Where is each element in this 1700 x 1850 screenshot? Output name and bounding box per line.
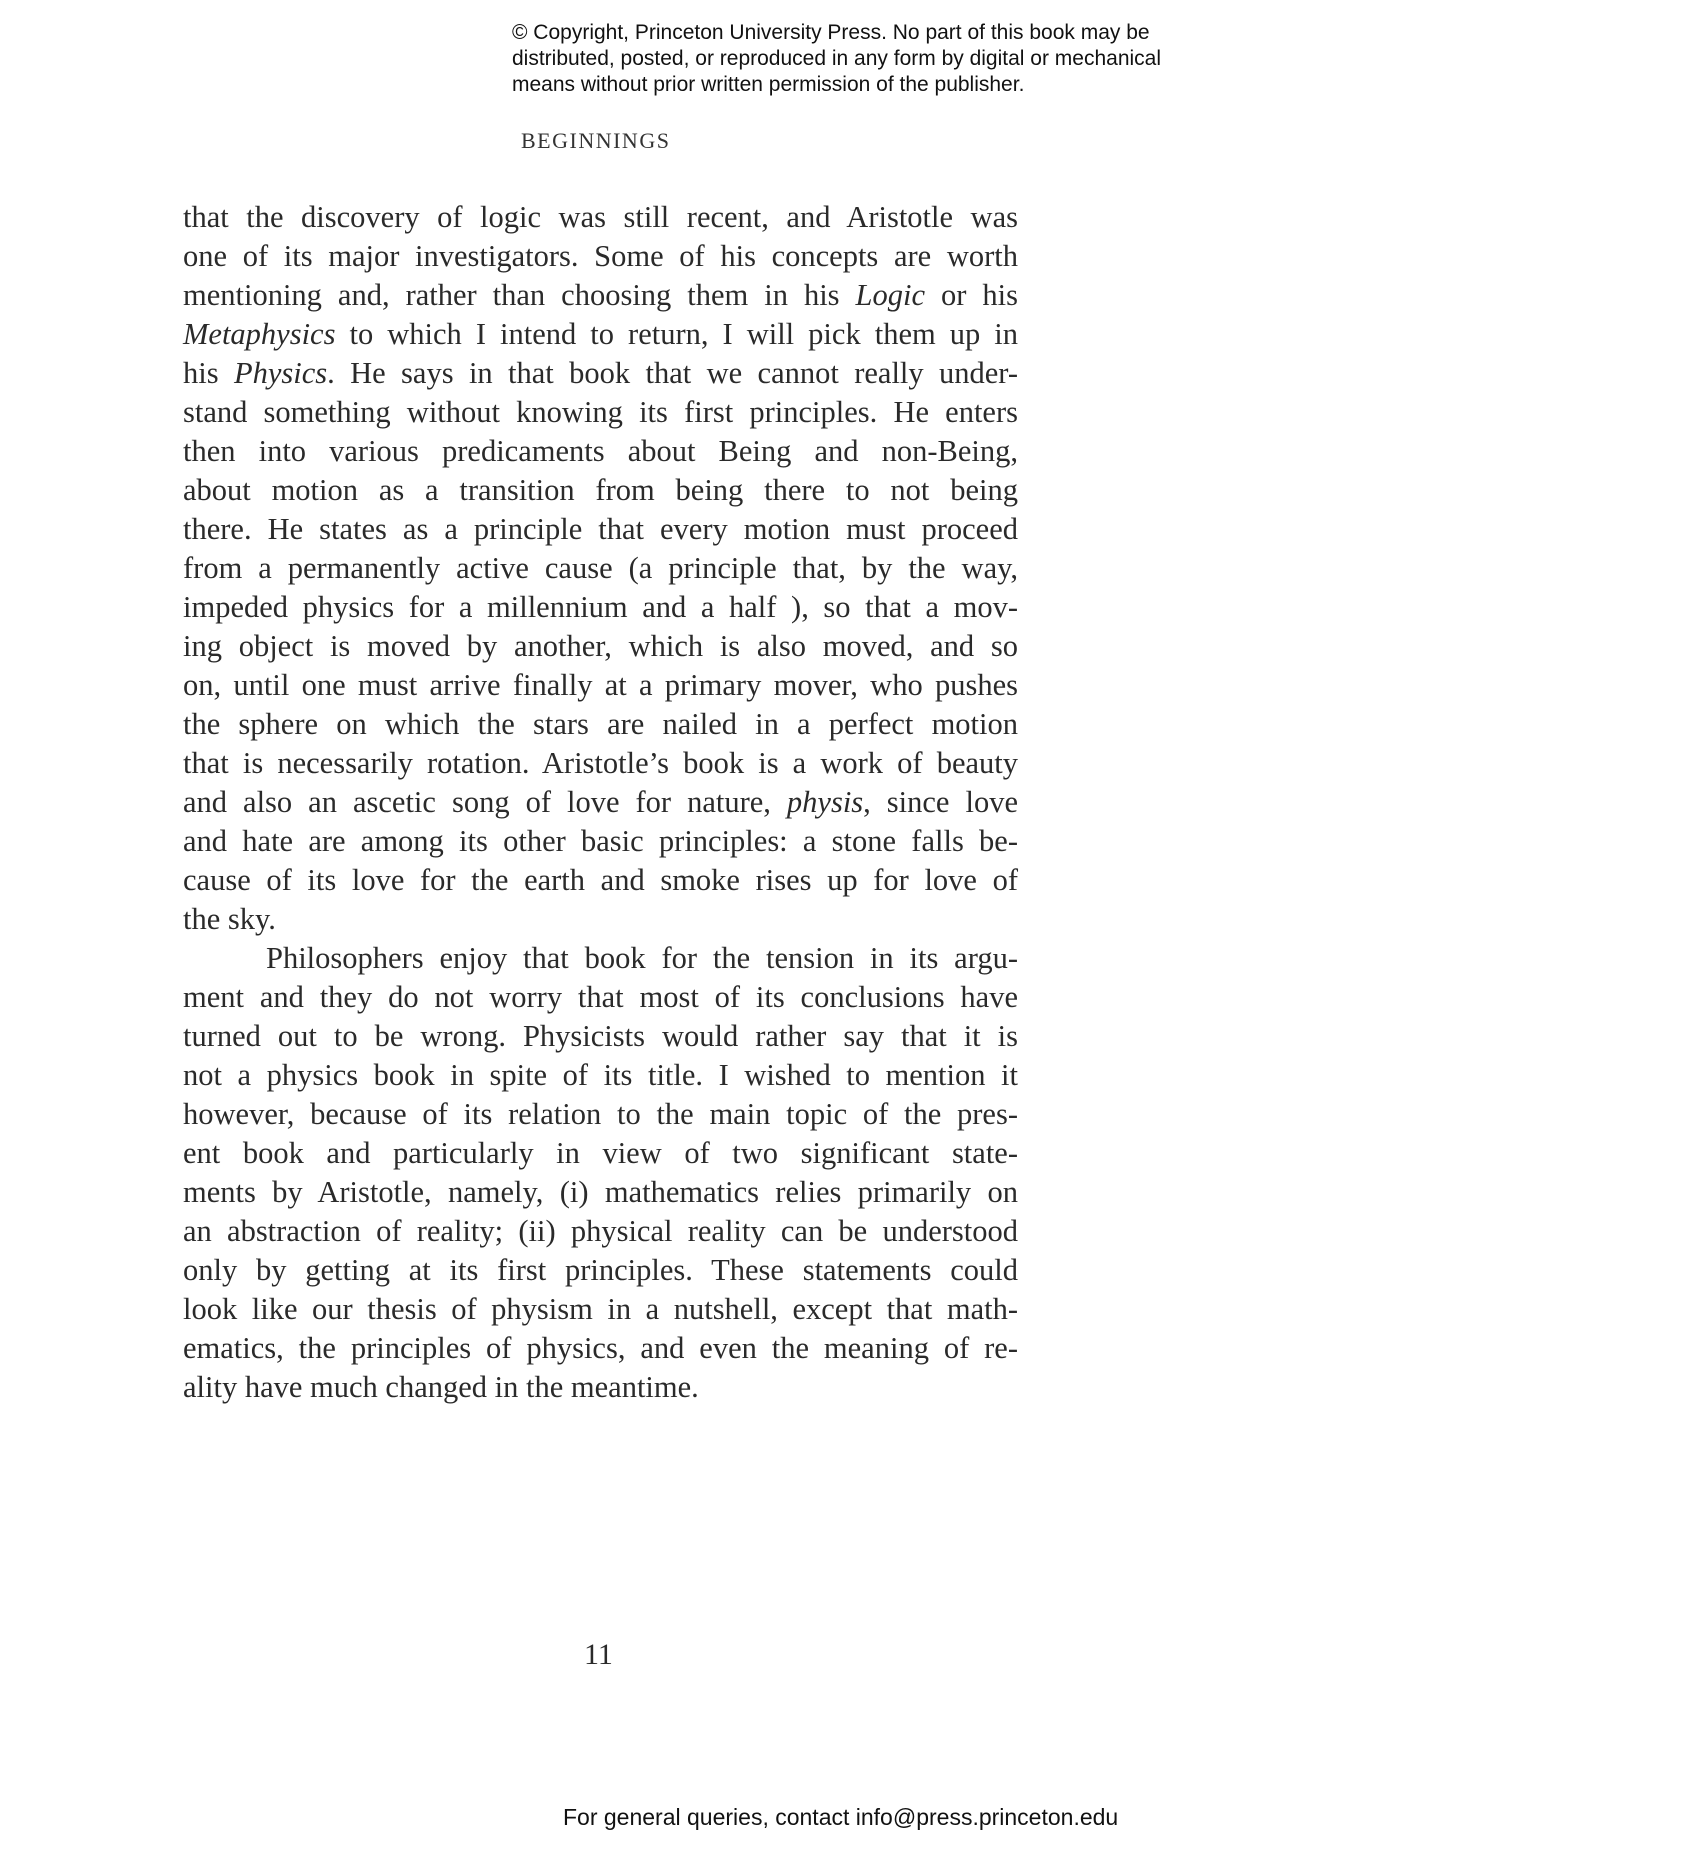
text-line: mentioning and, rather than choosing them in his Logic or his (183, 278, 1019, 312)
text-line: ments by Aristotle, namely, (i) mathematics relies primarily on (183, 1175, 1018, 1209)
text-line: an abstraction of reality; (ii) physical reality can be understood (183, 1214, 1018, 1248)
paragraph-2 (183, 939, 1018, 1407)
body-text (183, 198, 1018, 1407)
text-line: there. He states as a principle that every motion must proceed (183, 512, 1018, 546)
text-line: however, because of its relation to the main topic of the pres- (183, 1097, 1018, 1131)
text-line: Philosophers enjoy that book for the tension in its argu- (266, 941, 1018, 975)
footer-contact: For general queries, contact info@press.princeton.edu (563, 1804, 1119, 1830)
text-line: ing object is moved by another, which is also moved, and so (183, 629, 1018, 663)
page-number: 11 (584, 1638, 613, 1671)
text-line: ment and they do not worry that most of its conclusions have (183, 980, 1018, 1014)
copyright-line: means without prior written permission of the publisher. (512, 73, 1025, 96)
text-line: cause of its love for the earth and smoke rises up for love of (183, 863, 1018, 897)
book-title-metaphysics: Metaphysics (183, 317, 336, 351)
text-line: that is necessarily rotation. Aristotle’s book is a work of beauty (183, 746, 1018, 780)
text-line: ematics, the principles of physics, and even the meaning of re- (183, 1331, 1018, 1365)
term-physis: physis (786, 785, 864, 819)
text-line: only by getting at its first principles. These statements could (183, 1253, 1018, 1287)
text-line: that the discovery of logic was still recent, and Aristotle was (183, 200, 1018, 234)
book-title-physics: Physics (233, 356, 328, 390)
text-line: look like our thesis of physism in a nutshell, except that math- (183, 1292, 1018, 1326)
text-line: the sphere on which the stars are nailed in a perfect motion (183, 707, 1018, 741)
text-line: ent book and particularly in view of two significant state- (183, 1136, 1018, 1170)
copyright-line: distributed, posted, or reproduced in any form by digital or mechanical (512, 47, 1162, 70)
text-line: about motion as a transition from being there to not being (183, 473, 1018, 507)
text-line: on, until one must arrive finally at a primary mover, who pushes (183, 668, 1018, 702)
text-line: turned out to be wrong. Physicists would rather say that it is (183, 1019, 1018, 1053)
text-line: from a permanently active cause (a principle that, by the way, (183, 551, 1018, 585)
text-line: ality have much changed in the meantime. (183, 1370, 699, 1404)
text-line: the sky. (183, 902, 276, 936)
text-line: and also an ascetic song of love for nature, physis, since love (183, 785, 1018, 819)
text-line: impeded physics for a millennium and a half ), so that a mov- (183, 590, 1018, 624)
text-line: Metaphysics to which I intend to return, I will pick them up in (183, 317, 1018, 351)
book-title-logic: Logic (855, 278, 926, 312)
paragraph-1 (183, 198, 1018, 939)
running-head: BEGINNINGS (521, 128, 671, 153)
text-line: stand something without knowing its first principles. He enters (183, 395, 1018, 429)
text-line: then into various predicaments about Being and non-Being, (183, 434, 1018, 468)
text-line: and hate are among its other basic principles: a stone falls be- (183, 824, 1018, 858)
copyright-line: © Copyright, Princeton University Press. No part of this book may be (512, 21, 1150, 44)
text-line: his Physics. He says in that book that we cannot really under- (183, 356, 1018, 390)
text-line: not a physics book in spite of its title. I wished to mention it (183, 1058, 1018, 1092)
copyright-notice (512, 20, 1232, 98)
text-line: one of its major investigators. Some of his concepts are worth (183, 239, 1018, 273)
